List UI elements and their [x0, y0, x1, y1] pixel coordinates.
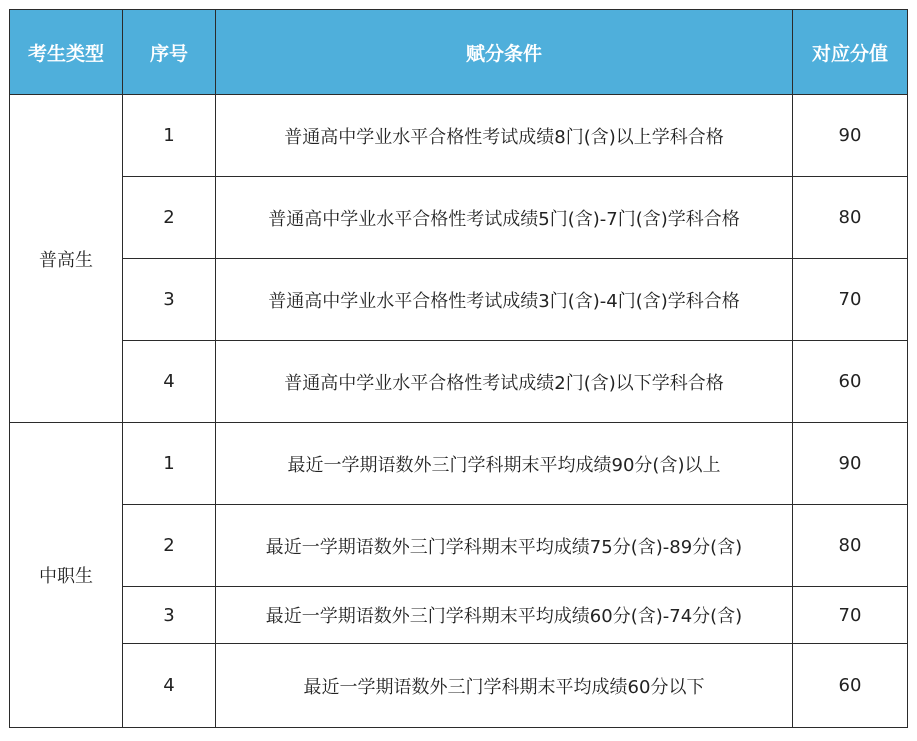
condition-cell: 普通高中学业水平合格性考试成绩8门(含)以上学科合格 — [216, 95, 793, 177]
header-condition: 赋分条件 — [216, 10, 793, 95]
condition-cell: 普通高中学业水平合格性考试成绩2门(含)以下学科合格 — [216, 341, 793, 423]
table-row — [10, 177, 908, 259]
score-cell: 90 — [793, 95, 908, 177]
student-type-cell: 中职生 — [10, 423, 123, 728]
condition-cell: 最近一学期语数外三门学科期末平均成绩75分(含)-89分(含) — [216, 505, 793, 587]
header-score: 对应分值 — [793, 10, 908, 95]
condition-cell: 普通高中学业水平合格性考试成绩5门(含)-7门(含)学科合格 — [216, 177, 793, 259]
seq-cell: 1 — [123, 95, 216, 177]
score-cell: 70 — [793, 259, 908, 341]
table-row — [10, 505, 908, 587]
score-cell: 90 — [793, 423, 908, 505]
header-student-type: 考生类型 — [10, 10, 123, 95]
student-type-cell: 普高生 — [10, 95, 123, 423]
score-cell: 80 — [793, 505, 908, 587]
score-cell: 60 — [793, 341, 908, 423]
header-row — [10, 10, 908, 95]
condition-cell: 最近一学期语数外三门学科期末平均成绩60分以下 — [216, 644, 793, 728]
seq-cell: 3 — [123, 587, 216, 644]
table-row — [10, 644, 908, 728]
seq-cell: 3 — [123, 259, 216, 341]
score-cell: 70 — [793, 587, 908, 644]
condition-cell: 最近一学期语数外三门学科期末平均成绩90分(含)以上 — [216, 423, 793, 505]
seq-cell: 2 — [123, 505, 216, 587]
seq-cell: 2 — [123, 177, 216, 259]
table-row — [10, 95, 908, 177]
table-row — [10, 423, 908, 505]
seq-cell: 1 — [123, 423, 216, 505]
scoring-table — [9, 9, 908, 728]
table-row — [10, 259, 908, 341]
seq-cell: 4 — [123, 644, 216, 728]
seq-cell: 4 — [123, 341, 216, 423]
score-cell: 60 — [793, 644, 908, 728]
table-body — [10, 95, 908, 728]
score-cell: 80 — [793, 177, 908, 259]
table-row — [10, 587, 908, 644]
table-header — [10, 10, 908, 95]
table-row — [10, 341, 908, 423]
header-seq: 序号 — [123, 10, 216, 95]
condition-cell: 最近一学期语数外三门学科期末平均成绩60分(含)-74分(含) — [216, 587, 793, 644]
condition-cell: 普通高中学业水平合格性考试成绩3门(含)-4门(含)学科合格 — [216, 259, 793, 341]
